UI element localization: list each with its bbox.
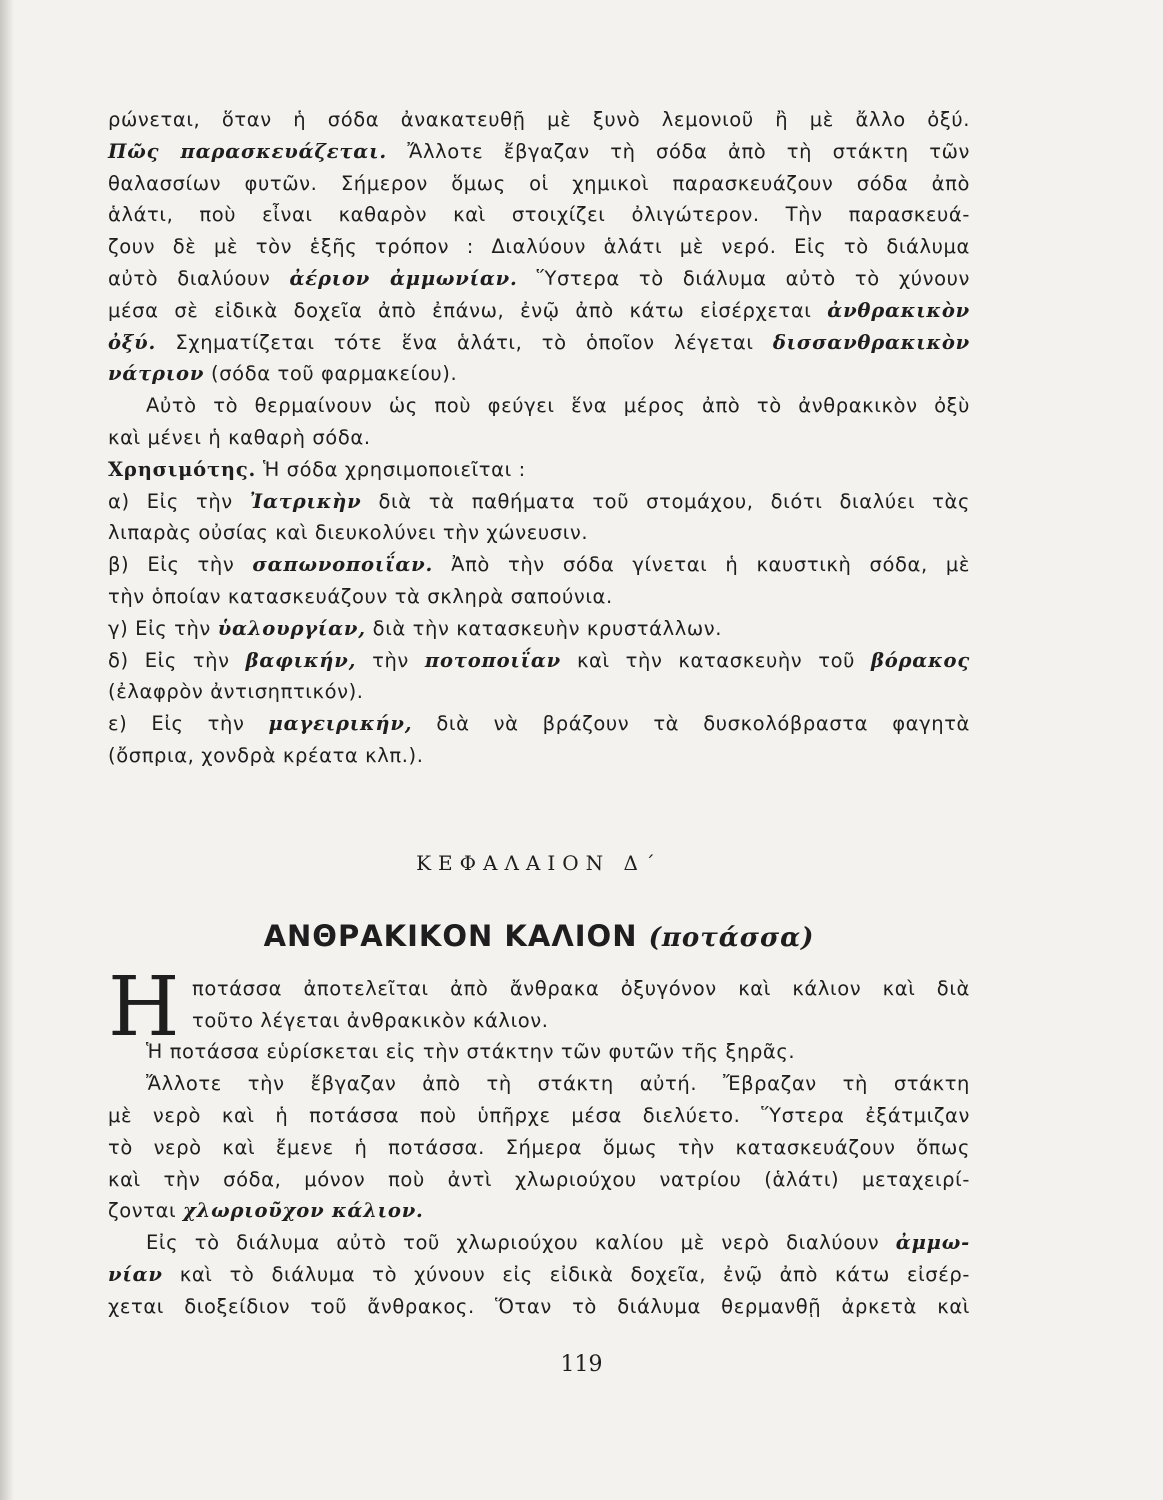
bold-term: βόρακος [870, 648, 971, 672]
text-line: (ἐλαφρὸν ἀντισηπτικόν). [108, 680, 364, 704]
section-potash [108, 959, 970, 1323]
bold-term: ὀξύ. [108, 330, 157, 354]
bold-term: ἀμμω- [895, 1231, 970, 1255]
chapter-title: ΑΝΘΡΑΚΙΚΟΝ ΚΑΛΙΟΝ (ποτάσσα) [263, 918, 815, 953]
text-line: νάτριον (σόδα τοῦ φαρμακείου). [108, 362, 458, 386]
text-line: Πῶς παρασκευάζεται. Ἄλλοτε ἔβγαζαν τὴ σόδα ἀπὸ τὴ στάκτη τῶν [108, 139, 970, 163]
text-line: (ὄσπρια, χονδρὰ κρέατα κλπ.). [108, 743, 424, 767]
bold-term: ὑαλουργίαν, [217, 616, 366, 640]
list-item-e: ε) Εἰς τὴν μαγειρικήν, διὰ νὰ βράζουν τὰ δυσκολόβραστα φαγητὰ [108, 712, 970, 736]
bold-term: σαπωνοποιΐαν. [252, 553, 434, 577]
text-line: ζουν δὲ μὲ τὸν ἑξῆς τρόπον : Διαλύουν ἁλάτι μὲ νερό. Εἰς τὸ διάλυμα [108, 235, 970, 259]
text-line: καὶ μένει ἡ καθαρὴ σόδα. [108, 425, 371, 449]
text-line: μὲ νερὸ καὶ ἡ ποτάσσα ποὺ ὑπῆρχε μέσα διελύετο. Ὕστερα ἐξάτμιζαν [108, 1103, 970, 1127]
text-line: τοῦτο λέγεται ἀνθρακικὸν κάλιον. [192, 1008, 549, 1032]
text-line: ρώνεται, ὅταν ἡ σόδα ἀνακατευθῇ μὲ ξυνὸ λεμονιοῦ ἢ μὲ ἄλλο ὀξύ. [108, 108, 970, 131]
text-line: Αὐτὸ τὸ θερμαίνουν ὡς ποὺ φεύγει ἕνα μέρος ἀπὸ τὸ ἀνθρακικὸν ὀξὺ [146, 394, 970, 418]
text-line: τὸ νερὸ καὶ ἔμενε ἡ ποτάσσα. Σήμερα ὅμως τὴν κατασκευάζουν ὅπως [108, 1135, 970, 1159]
bold-term: ἀνθρακικὸν [827, 298, 970, 322]
text-line: ποτάσσα ἀποτελεῖται ἀπὸ ἄνθρακα ὀξυγόνον καὶ κάλιον καὶ διὰ [192, 976, 970, 1000]
bold-term: νάτριον [108, 362, 205, 386]
text-line: Εἰς τὸ διάλυμα αὐτὸ τοῦ χλωριούχου καλίου μὲ νερὸ διαλύουν ἀμμω- [146, 1231, 970, 1255]
section-soda-preparation [108, 104, 970, 454]
text-line: λιπαρὰς οὐσίας καὶ διευκολύνει τὴν χώνευσιν. [108, 521, 589, 545]
page-number: 119 [560, 1352, 603, 1377]
text-line: θαλασσίων φυτῶν. Σήμερον ὅμως οἱ χημικοὶ παρασκευάζουν σόδα ἀπὸ [108, 171, 970, 195]
bold-term: χλωριοῦχον κάλιον. [183, 1199, 424, 1223]
text-line: ἁλάτι, ποὺ εἶναι καθαρὸν καὶ στοιχίζει ὀλιγώτερον. Τὴν παρασκευά- [108, 203, 970, 227]
bold-term: νίαν [108, 1262, 163, 1286]
list-item-a: α) Εἰς τὴν Ἰατρικὴν διὰ τὰ παθήματα τοῦ στομάχου, διότι διαλύει τὰς [108, 489, 971, 513]
drop-cap: Η [108, 959, 180, 1055]
page-spine-shadow [0, 0, 14, 1500]
chapter-subtitle: (ποτάσσα) [648, 922, 815, 953]
bold-term: δισσανθρακικὸν [772, 330, 970, 354]
text-line: Ἄλλοτε τὴν ἔβγαζαν ἀπὸ τὴ στάκτη αὐτή. Ἔβραζαν τὴ στάκτη [146, 1072, 970, 1096]
bold-heading: Χρησιμότης. [108, 457, 257, 481]
text-line: Ἡ ποτάσσα εὑρίσκεται εἰς τὴν στάκτην τῶν φυτῶν τῆς ξηρᾶς. [146, 1040, 796, 1064]
text-line: νίαν καὶ τὸ διάλυμα τὸ χύνουν εἰς εἰδικὰ δοχεῖα, ἐνῷ ἀπὸ κάτω εἰσέρ- [108, 1262, 970, 1286]
text-line: καὶ τὴν σόδα, μόνον ποὺ ἀντὶ χλωριούχου νατρίου (ἁλάτι) μεταχειρί- [108, 1167, 970, 1191]
text-line: αὐτὸ διαλύουν ἀέριον ἀμμωνίαν. Ὕστερα τὸ διάλυμα αὐτὸ τὸ χύνουν [108, 266, 970, 290]
bold-term: Πῶς παρασκευάζεται. [108, 139, 387, 163]
chapter-label: ΚΕΦΑΛΑΙΟΝ Δ΄ [416, 850, 662, 875]
bold-term: ποτοποιΐαν [424, 648, 561, 672]
bold-term: μαγειρικήν, [268, 712, 413, 736]
bold-term: ἀέριον ἀμμωνίαν. [289, 266, 518, 290]
text-line: ὀξύ. Σχηματίζεται τότε ἕνα ἁλάτι, τὸ ὁποῖον λέγεται δισσανθρακικὸν [108, 330, 970, 354]
bold-term: βαφικήν, [245, 648, 357, 672]
list-item-d: δ) Εἰς τὴν βαφικήν, τὴν ποτοποιΐαν καὶ τὴν κατασκευὴν τοῦ βόρακος [108, 648, 971, 672]
text-line: Χρησιμότης. Ἡ σόδα χρησιμοποιεῖται : [108, 457, 526, 481]
list-item-b: β) Εἰς τὴν σαπωνοποιΐαν. Ἀπὸ τὴν σόδα γίνεται ἡ καυστικὴ σόδα, μὲ [108, 553, 970, 577]
text-line: ζονται χλωριοῦχον κάλιον. [108, 1199, 424, 1223]
section-soda-uses [108, 454, 970, 772]
text-line: χεται διοξείδιον τοῦ ἄνθρακος. Ὅταν τὸ διάλυμα θερμανθῇ ἀρκετὰ καὶ [108, 1294, 970, 1318]
text-line: μέσα σὲ εἰδικὰ δοχεῖα ἀπὸ ἐπάνω, ἐνῷ ἀπὸ κάτω εἰσέρχεται ἀνθρακικὸν [108, 298, 970, 322]
list-item-c: γ) Εἰς τὴν ὑαλουργίαν, διὰ τὴν κατασκευὴν κρυστάλλων. [108, 616, 723, 640]
text-line: τὴν ὁποίαν κατασκευάζουν τὰ σκληρὰ σαπούνια. [108, 584, 613, 608]
bold-term: Ἰατρικὴν [249, 489, 362, 513]
